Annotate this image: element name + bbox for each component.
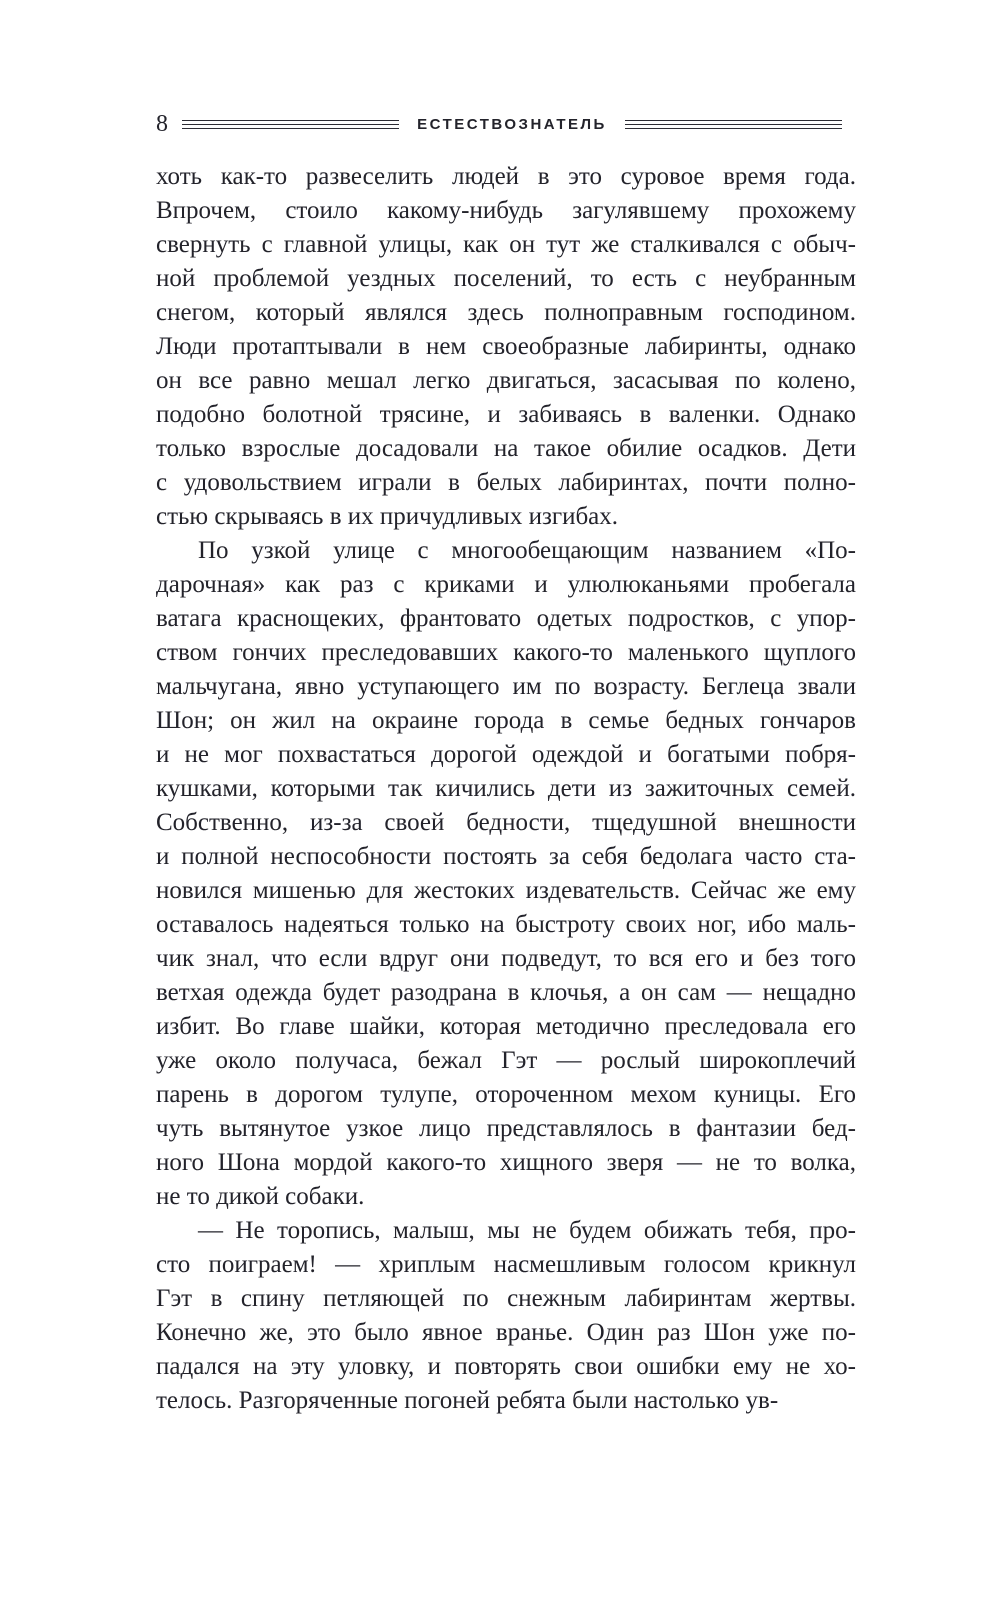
text-line: ством гончих преследовавших какого-то маленького щуплого bbox=[156, 639, 856, 666]
text-line: с удовольствием играли в белых лабиринтах, почти полно- bbox=[156, 469, 856, 496]
text-line: мальчугана, явно уступающего им по возрасту. Беглеца звали bbox=[156, 673, 856, 700]
paragraph bbox=[156, 534, 856, 1214]
text-line: чуть вытянутое узкое лицо представлялось в фантазии бед- bbox=[156, 1115, 856, 1142]
text-line: новился мишенью для жестоких издевательств. Сейчас же ему bbox=[156, 877, 856, 904]
text-line: стью скрываясь в их причудливых изгибах. bbox=[156, 503, 619, 530]
header-rule-left bbox=[182, 120, 399, 129]
running-head-title: ЕСТЕСТВОЗНАТЕЛЬ bbox=[417, 115, 607, 133]
text-line: чик знал, что если вдруг они подведут, то вся его и без того bbox=[156, 945, 856, 972]
text-line: Впрочем, стоило какому-нибудь загулявшему прохожему bbox=[156, 197, 856, 224]
body-text bbox=[156, 160, 856, 1418]
text-line: По узкой улице с многообещающим названием «По- bbox=[198, 537, 856, 564]
page-number: 8 bbox=[156, 111, 168, 137]
text-line: ного Шона мордой какого-то хищного зверя — не то волка, bbox=[156, 1149, 856, 1176]
header-rule-right bbox=[625, 120, 842, 129]
text-line: телось. Разгоряченные погоней ребята были настолько ув- bbox=[156, 1387, 779, 1414]
text-line: ветхая одежда будет разодрана в клочья, а он сам — нещадно bbox=[156, 979, 856, 1006]
text-line: сто поиграем! — хриплым насмешливым голосом крикнул bbox=[156, 1251, 856, 1278]
text-line: падался на эту уловку, и повторять свои ошибки ему не хо- bbox=[156, 1353, 856, 1380]
text-line: Конечно же, это было явное вранье. Один раз Шон уже по- bbox=[156, 1319, 856, 1346]
paragraph bbox=[156, 160, 856, 534]
text-line: Шон; он жил на окраине города в семье бедных гончаров bbox=[156, 707, 856, 734]
text-line: избит. Во главе шайки, которая методично преследовала его bbox=[156, 1013, 856, 1040]
text-line: уже около получаса, бежал Гэт — рослый широкоплечий bbox=[156, 1047, 856, 1074]
text-line: не то дикой собаки. bbox=[156, 1183, 365, 1210]
text-line: кушками, которыми так кичились дети из зажиточных семей. bbox=[156, 775, 856, 802]
text-line: ватага краснощеких, франтовато одетых подростков, с упор- bbox=[156, 605, 856, 632]
text-line: Люди протаптывали в нем своеобразные лабиринты, однако bbox=[156, 333, 856, 360]
text-line: хоть как-то развеселить людей в это суровое время года. bbox=[156, 163, 856, 190]
text-line: только взрослые досадовали на такое обилие осадков. Дети bbox=[156, 435, 856, 462]
text-line: Собственно, из-за своей бедности, тщедушной внешности bbox=[156, 809, 856, 836]
text-line: и не мог похвастаться дорогой одеждой и богатыми побря- bbox=[156, 741, 856, 768]
running-header bbox=[156, 112, 856, 136]
text-line: снегом, который являлся здесь полноправным господином. bbox=[156, 299, 856, 326]
text-line: ной проблемой уездных поселений, то есть с неубранным bbox=[156, 265, 856, 292]
paragraph bbox=[156, 1214, 856, 1418]
text-line: подобно болотной трясине, и забиваясь в валенки. Однако bbox=[156, 401, 856, 428]
text-line: дарочная» как раз с криками и улюлюканьями пробегала bbox=[156, 571, 856, 598]
text-line: Гэт в спину петляющей по снежным лабиринтам жертвы. bbox=[156, 1285, 856, 1312]
text-line: оставалось надеяться только на быстроту своих ног, ибо маль- bbox=[156, 911, 856, 938]
text-line: и полной неспособности постоять за себя бедолага часто ста- bbox=[156, 843, 856, 870]
text-line: — Не торопись, малыш, мы не будем обижать тебя, про- bbox=[198, 1217, 856, 1244]
text-line: парень в дорогом тулупе, отороченном мехом куницы. Его bbox=[156, 1081, 856, 1108]
text-line: свернуть с главной улицы, как он тут же сталкивался с обыч- bbox=[156, 231, 856, 258]
text-line: он все равно мешал легко двигаться, засасывая по колено, bbox=[156, 367, 856, 394]
